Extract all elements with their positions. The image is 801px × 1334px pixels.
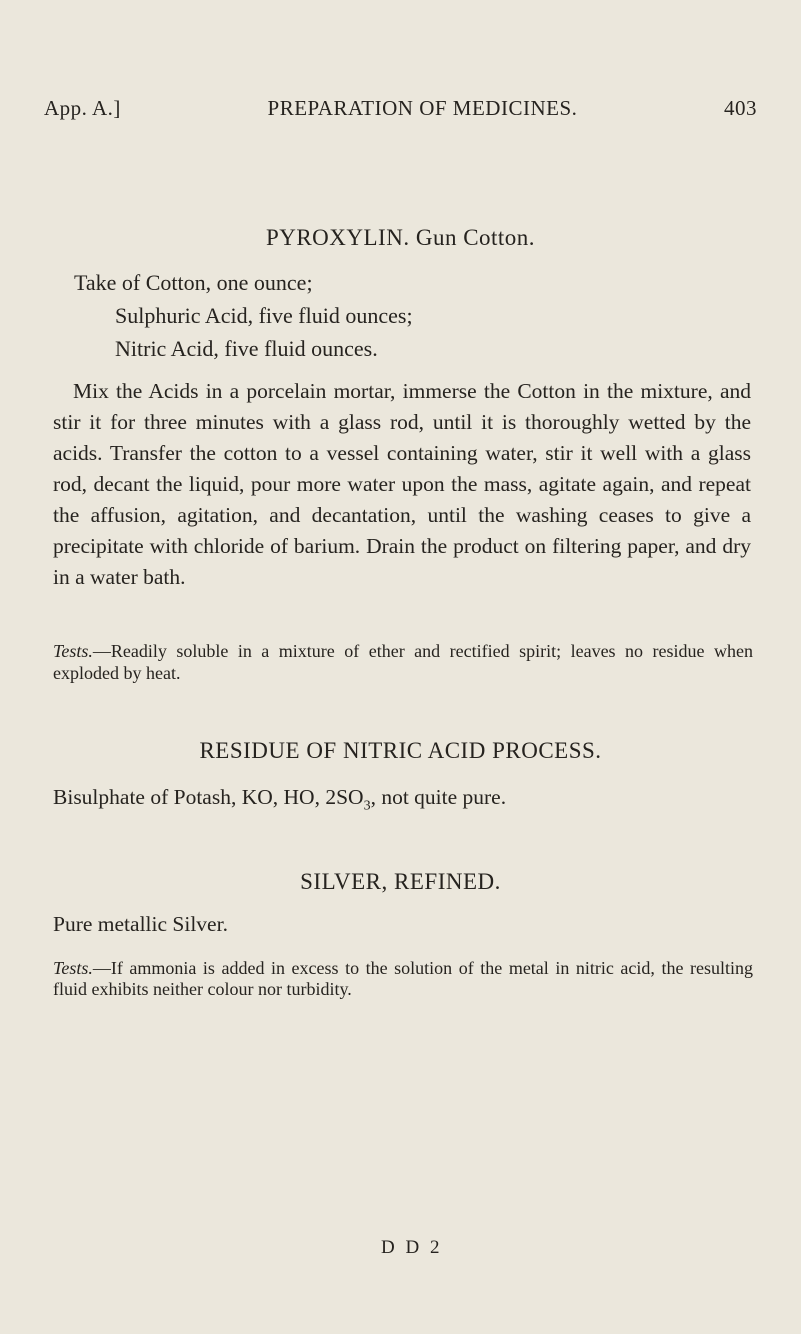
header-appendix: App. A.] — [44, 96, 121, 120]
running-header — [44, 96, 757, 121]
ingredient-cotton: Take of Cotton, one ounce; — [74, 270, 313, 295]
silver-tests — [53, 958, 753, 1000]
tests-label: Tests. — [53, 958, 93, 978]
pyroxylin-method: Mix the Acids in a porcelain mortar, immerse the Cotton in the mixture, and stir it for three minutes with a glass rod, until it is thoroughly wetted by the acids. Transfer the cotton to a vessel containing water, stir it well with a glass rod, decant the liquid, pour more water upon the mass, agitate again, and repeat the affusion, agitation, and decantation, until the washing ceases to give a precipitate with chloride of barium. Drain the product on filtering paper, and dry in a water bath. — [53, 379, 751, 589]
silver-title: SILVER, REFINED. — [300, 869, 501, 894]
signature-mark: D D 2 — [381, 1237, 443, 1258]
tests-label: Tests. — [53, 641, 93, 661]
ingredient-sulphuric-acid: Sulphuric Acid, five fluid ounces; — [115, 303, 413, 328]
ingredient-nitric-acid: Nitric Acid, five fluid ounces. — [115, 336, 378, 361]
pyroxylin-tests — [53, 640, 753, 684]
residue-desc-end: , not quite pure. — [370, 785, 507, 809]
pyroxylin-title: PYROXYLIN. Gun Cotton. — [265, 225, 536, 250]
residue-desc-subscript: 3 — [363, 798, 371, 814]
pyroxylin-tests-text: —Readily soluble in a mixture of ether and rectified spirit; leaves no residue when exploded by heat. — [53, 641, 753, 683]
residue-desc-start: Bisulphate of Potash, KO, HO, 2SO — [53, 785, 364, 809]
residue-title: RESIDUE OF NITRIC ACID PROCESS. — [199, 738, 602, 763]
header-title: PREPARATION OF MEDICINES. — [267, 96, 578, 120]
silver-description: Pure metallic Silver. — [53, 912, 228, 936]
residue-description — [53, 785, 506, 814]
page-number: 403 — [724, 96, 757, 120]
silver-tests-text: —If ammonia is added in excess to the solution of the metal in nitric acid, the resulting fluid exhibits neither colour nor turbidity. — [53, 958, 753, 999]
